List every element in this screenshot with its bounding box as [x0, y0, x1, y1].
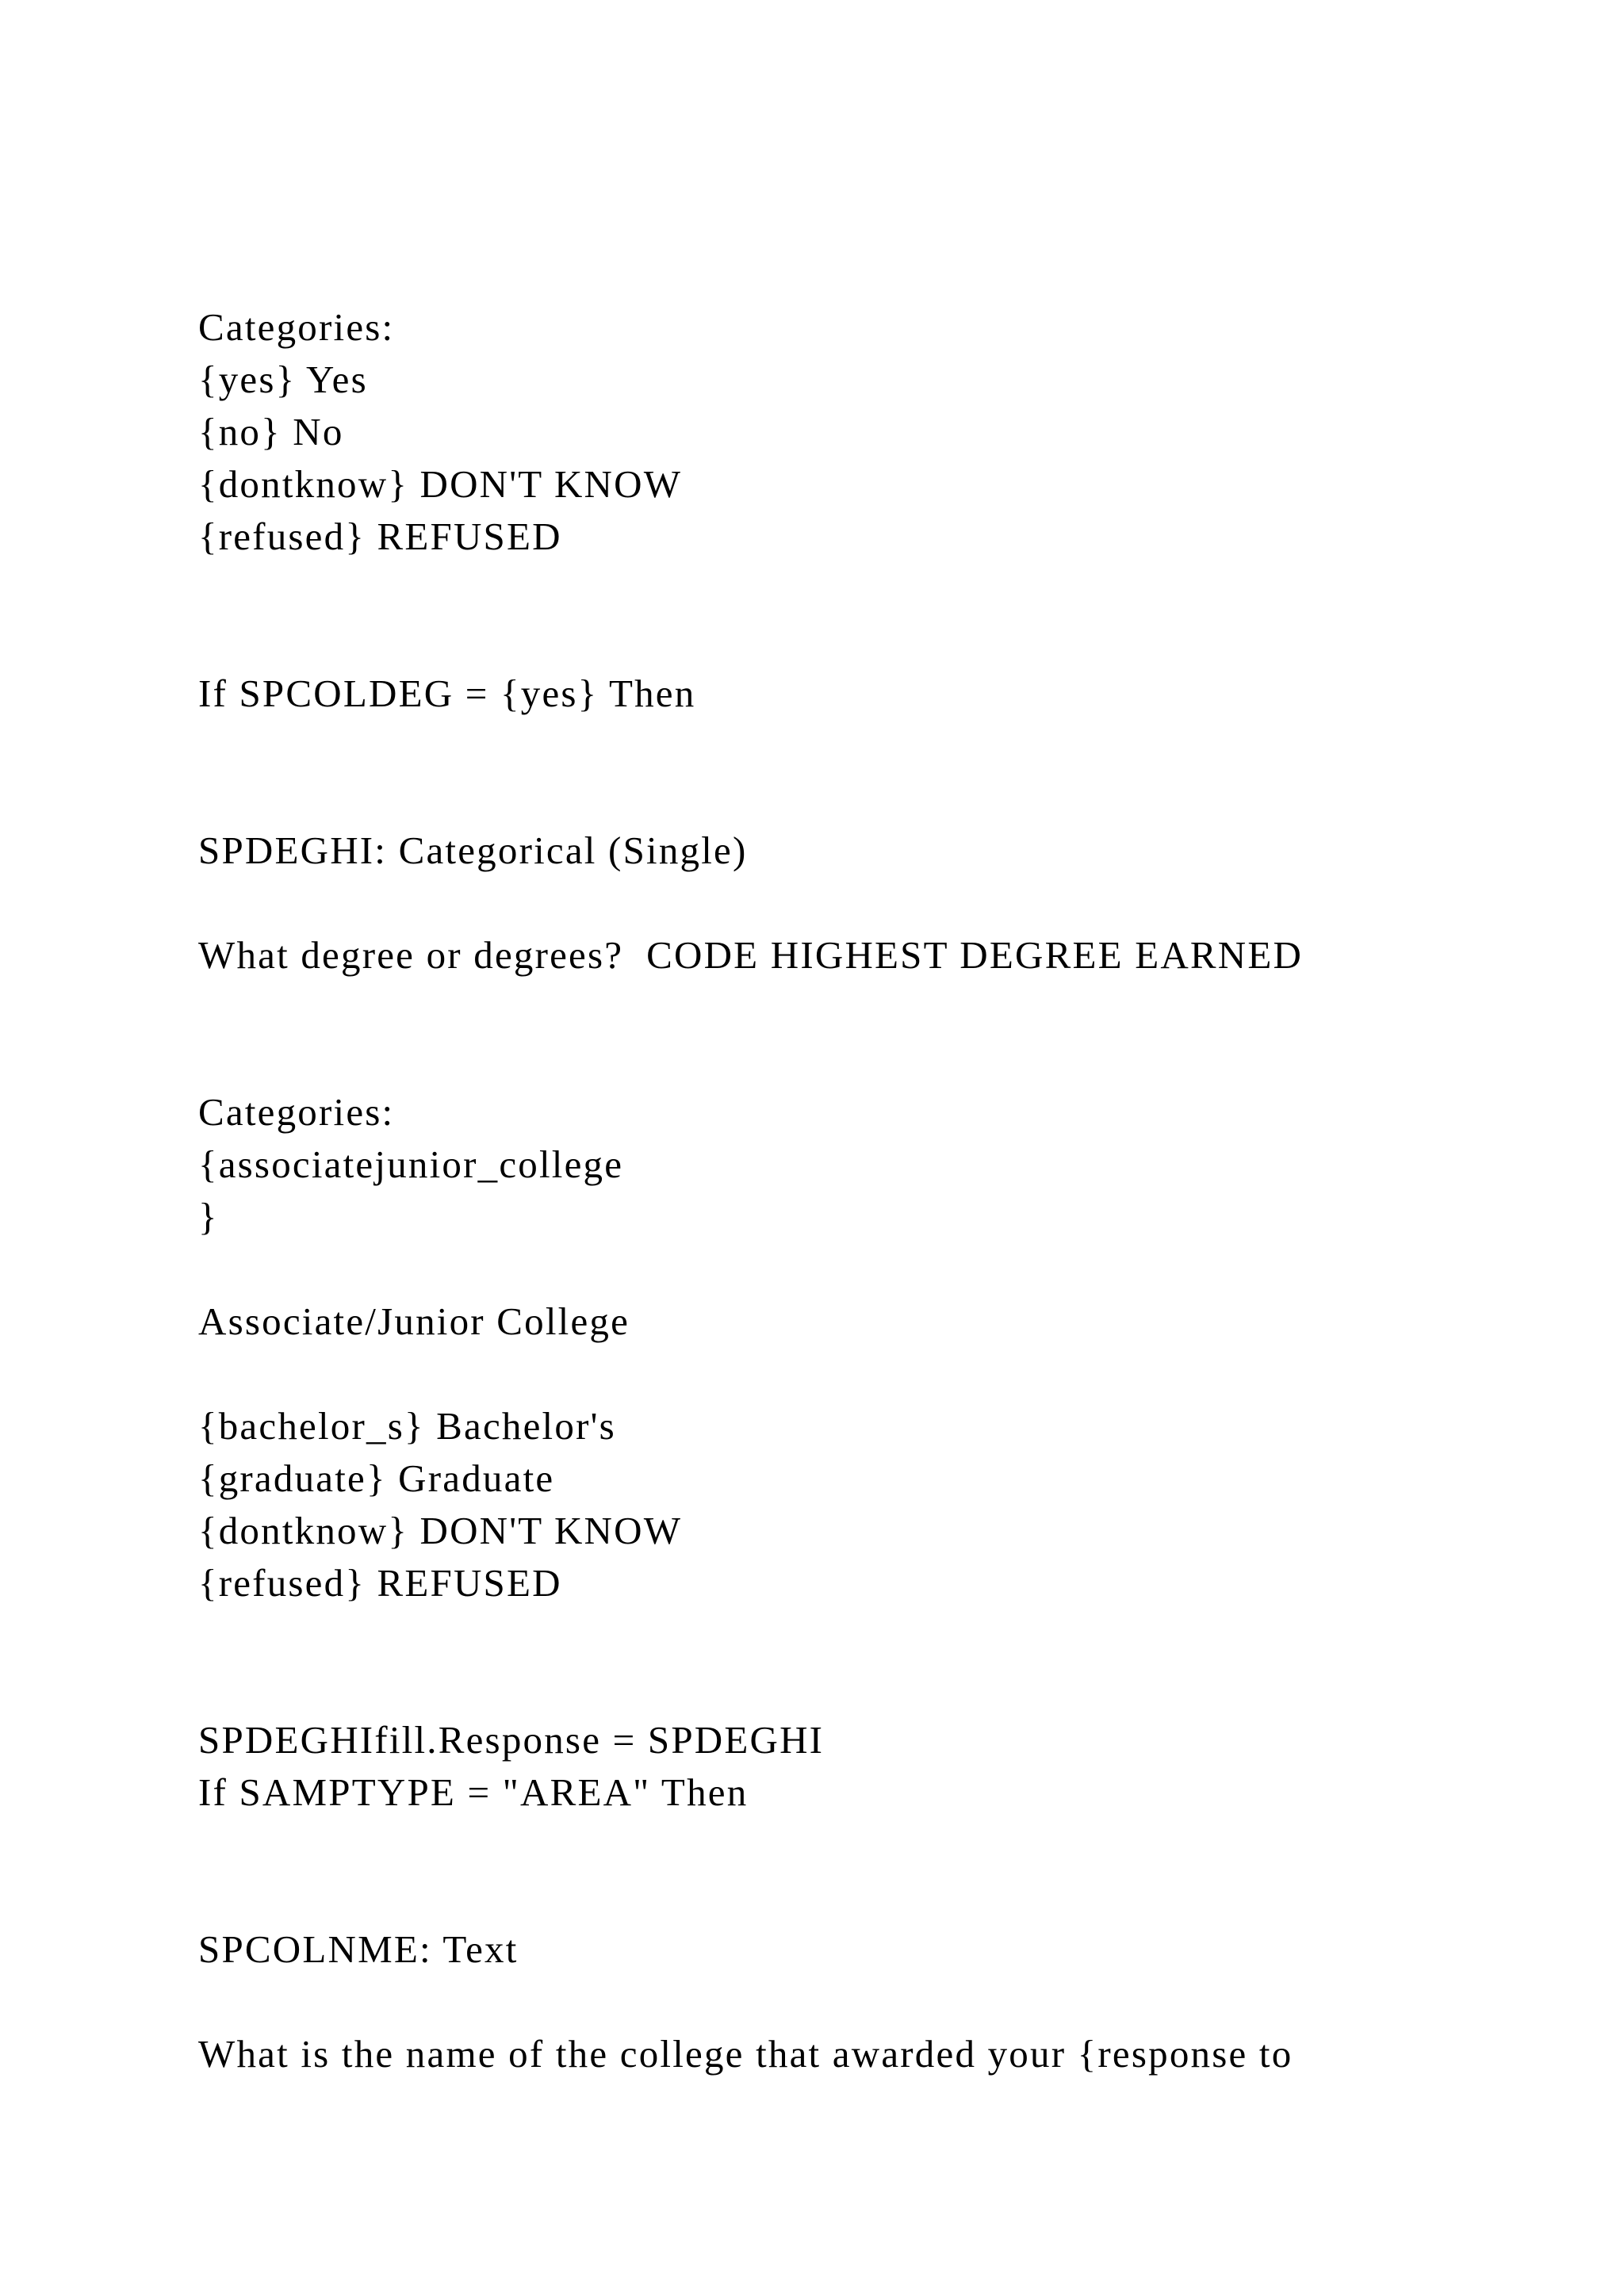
category-associate-code: {associatejunior_college	[198, 1142, 624, 1186]
category-graduate: {graduate} Graduate	[198, 1456, 555, 1500]
categories-heading: Categories:	[198, 305, 395, 349]
question-header-spdeghi: SPDEGHI: Categorical (Single)	[198, 828, 748, 872]
category-dontknow: {dontknow} DON'T KNOW	[198, 462, 683, 506]
categories-heading: Categories:	[198, 1090, 395, 1134]
question-header-spcolnme: SPCOLNME: Text	[198, 1927, 519, 1971]
category-refused: {refused} REFUSED	[198, 515, 562, 558]
category-dontknow: {dontknow} DON'T KNOW	[198, 1509, 683, 1552]
condition-samptype: If SAMPTYPE = "AREA" Then	[198, 1770, 749, 1814]
question-text-spcolnme: What is the name of the college that awarded your {response to	[198, 2032, 1293, 2076]
fill-assignment: SPDEGHIfill.Response = SPDEGHI	[198, 1718, 825, 1762]
question-text-spdeghi: What degree or degrees? CODE HIGHEST DEGREE EARNED	[198, 933, 1304, 977]
category-associate-label: Associate/Junior College	[198, 1299, 630, 1343]
category-refused: {refused} REFUSED	[198, 1561, 562, 1605]
category-bachelors: {bachelor_s} Bachelor's	[198, 1404, 616, 1448]
category-associate-code-close: }	[198, 1195, 219, 1238]
condition-spcoldeg: If SPCOLDEG = {yes} Then	[198, 672, 696, 715]
category-no: {no} No	[198, 410, 344, 453]
category-yes: {yes} Yes	[198, 358, 368, 401]
